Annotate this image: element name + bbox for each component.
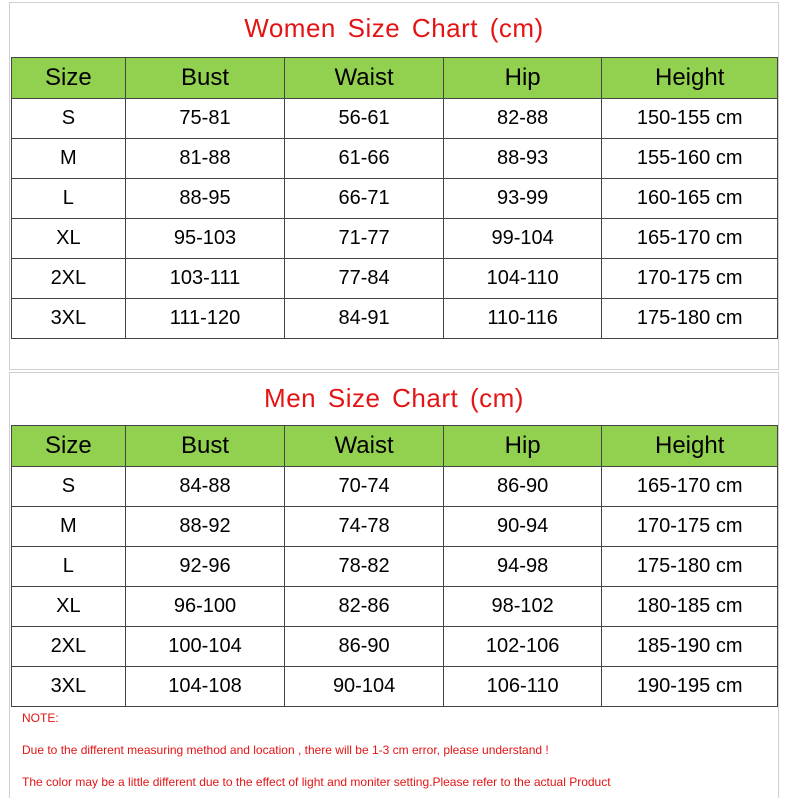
men-size-table	[11, 425, 778, 707]
table-row	[12, 467, 778, 507]
cell-waist: 56-61	[285, 99, 444, 139]
header-hip: Hip	[443, 58, 602, 99]
table-row	[12, 627, 778, 667]
note-color-difference: The color may be a little different due to the effect of light and moniter setting.Please refer to the actual Product	[22, 775, 611, 789]
header-waist: Waist	[285, 426, 444, 467]
cell-hip: 106-110	[443, 667, 602, 707]
cell-height: 160-165 cm	[602, 179, 778, 219]
cell-waist: 66-71	[285, 179, 444, 219]
cell-size: L	[12, 547, 126, 587]
cell-height: 190-195 cm	[602, 667, 778, 707]
note-measurement-error: Due to the different measuring method and location , there will be 1-3 cm error, please understand !	[22, 743, 549, 757]
table-row	[12, 299, 778, 339]
cell-bust: 103-111	[125, 259, 285, 299]
cell-hip: 98-102	[443, 587, 602, 627]
women-chart-title: Women Size Chart (cm)	[244, 13, 544, 43]
cell-waist: 82-86	[285, 587, 444, 627]
table-row	[12, 179, 778, 219]
cell-size: XL	[12, 587, 126, 627]
men-chart-title: Men Size Chart (cm)	[264, 383, 524, 413]
cell-bust: 88-92	[125, 507, 285, 547]
cell-height: 150-155 cm	[602, 99, 778, 139]
table-row	[12, 587, 778, 627]
cell-bust: 104-108	[125, 667, 285, 707]
cell-hip: 93-99	[443, 179, 602, 219]
table-row	[12, 139, 778, 179]
cell-hip: 104-110	[443, 259, 602, 299]
table-row	[12, 547, 778, 587]
cell-height: 170-175 cm	[602, 259, 778, 299]
cell-waist: 84-91	[285, 299, 444, 339]
cell-bust: 100-104	[125, 627, 285, 667]
cell-waist: 70-74	[285, 467, 444, 507]
table-row	[12, 667, 778, 707]
header-height: Height	[602, 58, 778, 99]
cell-hip: 99-104	[443, 219, 602, 259]
cell-waist: 90-104	[285, 667, 444, 707]
cell-hip: 88-93	[443, 139, 602, 179]
cell-bust: 75-81	[125, 99, 285, 139]
cell-height: 180-185 cm	[602, 587, 778, 627]
table-header-row	[12, 426, 778, 467]
cell-size: M	[12, 507, 126, 547]
cell-hip: 102-106	[443, 627, 602, 667]
cell-height: 175-180 cm	[602, 299, 778, 339]
cell-waist: 71-77	[285, 219, 444, 259]
cell-bust: 96-100	[125, 587, 285, 627]
cell-size: 3XL	[12, 299, 126, 339]
cell-hip: 94-98	[443, 547, 602, 587]
cell-hip: 86-90	[443, 467, 602, 507]
header-size: Size	[12, 426, 126, 467]
table-row	[12, 507, 778, 547]
cell-bust: 92-96	[125, 547, 285, 587]
cell-size: S	[12, 467, 126, 507]
table-row	[12, 219, 778, 259]
cell-size: 3XL	[12, 667, 126, 707]
cell-bust: 95-103	[125, 219, 285, 259]
cell-size: M	[12, 139, 126, 179]
table-row	[12, 99, 778, 139]
women-size-table	[11, 57, 778, 339]
table-header-row	[12, 58, 778, 99]
cell-size: 2XL	[12, 259, 126, 299]
cell-size: 2XL	[12, 627, 126, 667]
table-row	[12, 259, 778, 299]
cell-height: 175-180 cm	[602, 547, 778, 587]
header-bust: Bust	[125, 58, 285, 99]
cell-bust: 111-120	[125, 299, 285, 339]
women-size-chart	[9, 2, 779, 370]
header-hip: Hip	[443, 426, 602, 467]
cell-hip: 110-116	[443, 299, 602, 339]
men-size-chart	[9, 372, 779, 798]
cell-height: 165-170 cm	[602, 219, 778, 259]
header-height: Height	[602, 426, 778, 467]
header-size: Size	[12, 58, 126, 99]
cell-hip: 82-88	[443, 99, 602, 139]
cell-size: L	[12, 179, 126, 219]
note-label: NOTE:	[22, 711, 59, 725]
cell-height: 170-175 cm	[602, 507, 778, 547]
cell-hip: 90-94	[443, 507, 602, 547]
cell-height: 165-170 cm	[602, 467, 778, 507]
cell-height: 185-190 cm	[602, 627, 778, 667]
cell-waist: 61-66	[285, 139, 444, 179]
cell-bust: 81-88	[125, 139, 285, 179]
cell-waist: 74-78	[285, 507, 444, 547]
cell-height: 155-160 cm	[602, 139, 778, 179]
cell-bust: 88-95	[125, 179, 285, 219]
cell-bust: 84-88	[125, 467, 285, 507]
cell-waist: 77-84	[285, 259, 444, 299]
cell-size: S	[12, 99, 126, 139]
cell-waist: 86-90	[285, 627, 444, 667]
header-waist: Waist	[285, 58, 444, 99]
cell-waist: 78-82	[285, 547, 444, 587]
cell-size: XL	[12, 219, 126, 259]
header-bust: Bust	[125, 426, 285, 467]
